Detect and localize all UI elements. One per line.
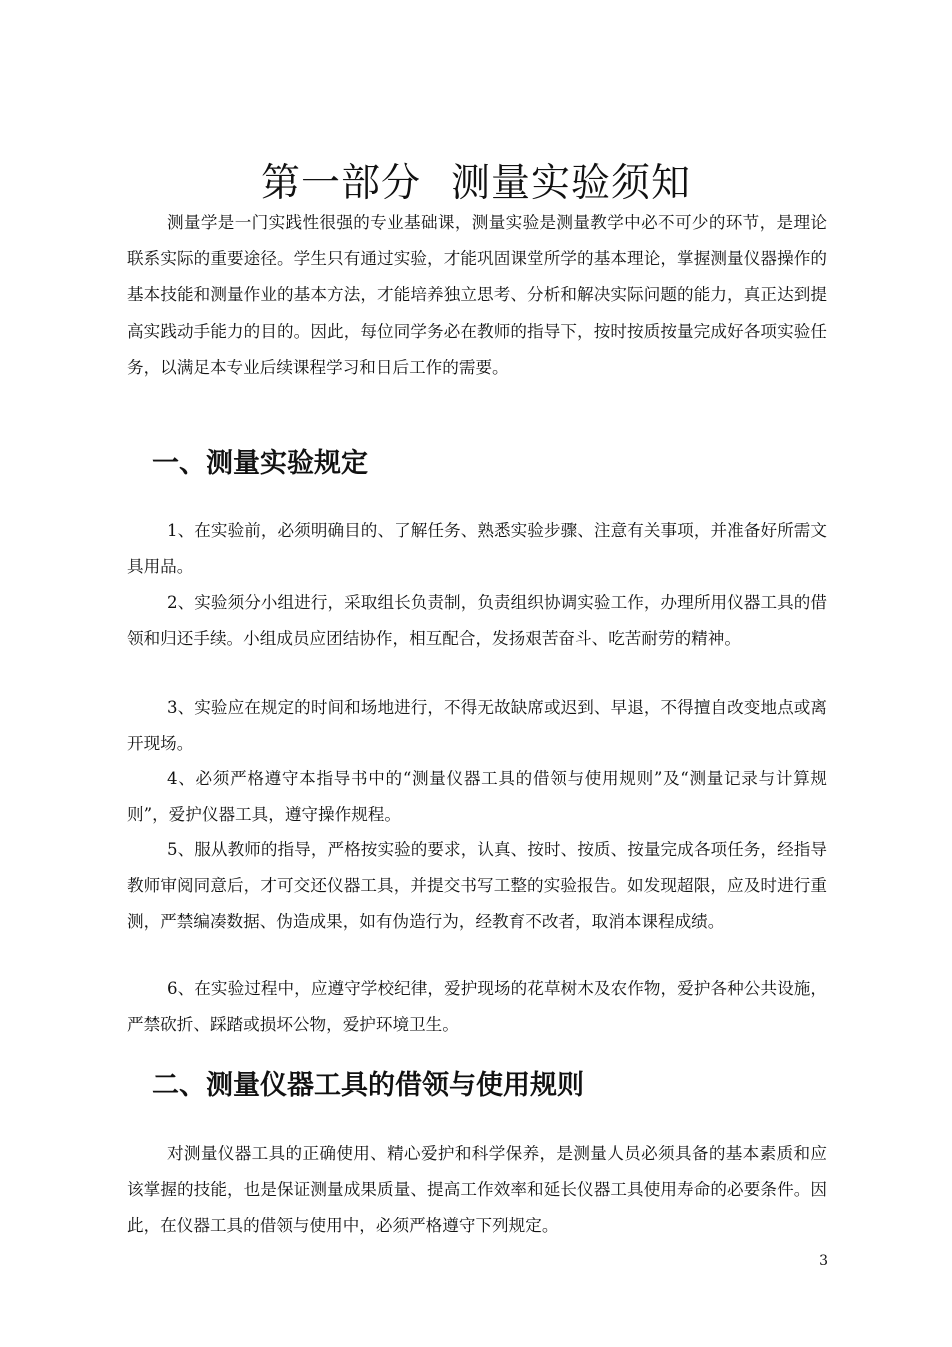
title-part-label: 第一部分 <box>260 161 421 207</box>
instruments-intro-paragraph: 对测量仪器工具的正确使用、精心爱护和科学保养，是测量人员必须具备的基本素质和应该掌握的技能，也是保证测量成果质量、提高工作效率和延长仪器工具使用寿命的必要条件。因此，在仪器工具的借领与使用中，必须严格遵守下列规定。 <box>127 1144 827 1236</box>
page-number: 3 <box>819 1253 828 1269</box>
section-heading-instruments: 二、测量仪器工具的借领与使用规则 <box>152 1070 584 1101</box>
rule-paragraph-2: 2、实验须分小组进行，采取组长负责制，负责组织协调实验工作，办理所用仪器工具的借领和归还手续。小组成员应团结协作，相互配合，发扬艰苦奋斗、吃苦耐劳的精神。 <box>127 593 827 649</box>
rule-paragraph-6: 6、在实验过程中，应遵守学校纪律，爱护现场的花草树木及农作物，爱护各种公共设施，严禁砍折、踩踏或损坏公物，爱护环境卫生。 <box>127 979 827 1035</box>
rule-paragraph-4: 4、必须严格遵守本指导书中的“测量仪器工具的借领与使用规则”及“测量记录与计算规则”，爱护仪器工具，遵守操作规程。 <box>127 769 827 825</box>
section-heading-rules: 一、测量实验规定 <box>152 448 368 479</box>
rule-paragraph-1: 1、在实验前，必须明确目的、了解任务、熟悉实验步骤、注意有关事项，并准备好所需文具用品。 <box>127 521 827 577</box>
rule-paragraph-3: 3、实验应在规定的时间和场地进行，不得无故缺席或迟到、早退，不得擅自改变地点或离开现场。 <box>127 698 827 754</box>
page-title <box>0 156 952 212</box>
title-text: 测量实验须知 <box>451 161 692 207</box>
rule-paragraph-5: 5、服从教师的指导，严格按实验的要求，认真、按时、按质、按量完成各项任务，经指导教师审阅同意后，才可交还仪器工具，并提交书写工整的实验报告。如发现超限，应及时进行重测，严禁编凑数据、伪造成果，如有伪造行为，经教育不改者，取消本课程成绩。 <box>127 840 827 932</box>
intro-paragraph: 测量学是一门实践性很强的专业基础课，测量实验是测量教学中必不可少的环节，是理论联系实际的重要途径。学生只有通过实验，才能巩固课堂所学的基本理论，掌握测量仪器操作的基本技能和测量作业的基本方法，才能培养独立思考、分析和解决实际问题的能力，真正达到提高实践动手能力的目的。因此，每位同学务必在教师的指导下，按时按质按量完成好各项实验任务，以满足本专业后续课程学习和日后工作的需要。 <box>127 213 827 377</box>
